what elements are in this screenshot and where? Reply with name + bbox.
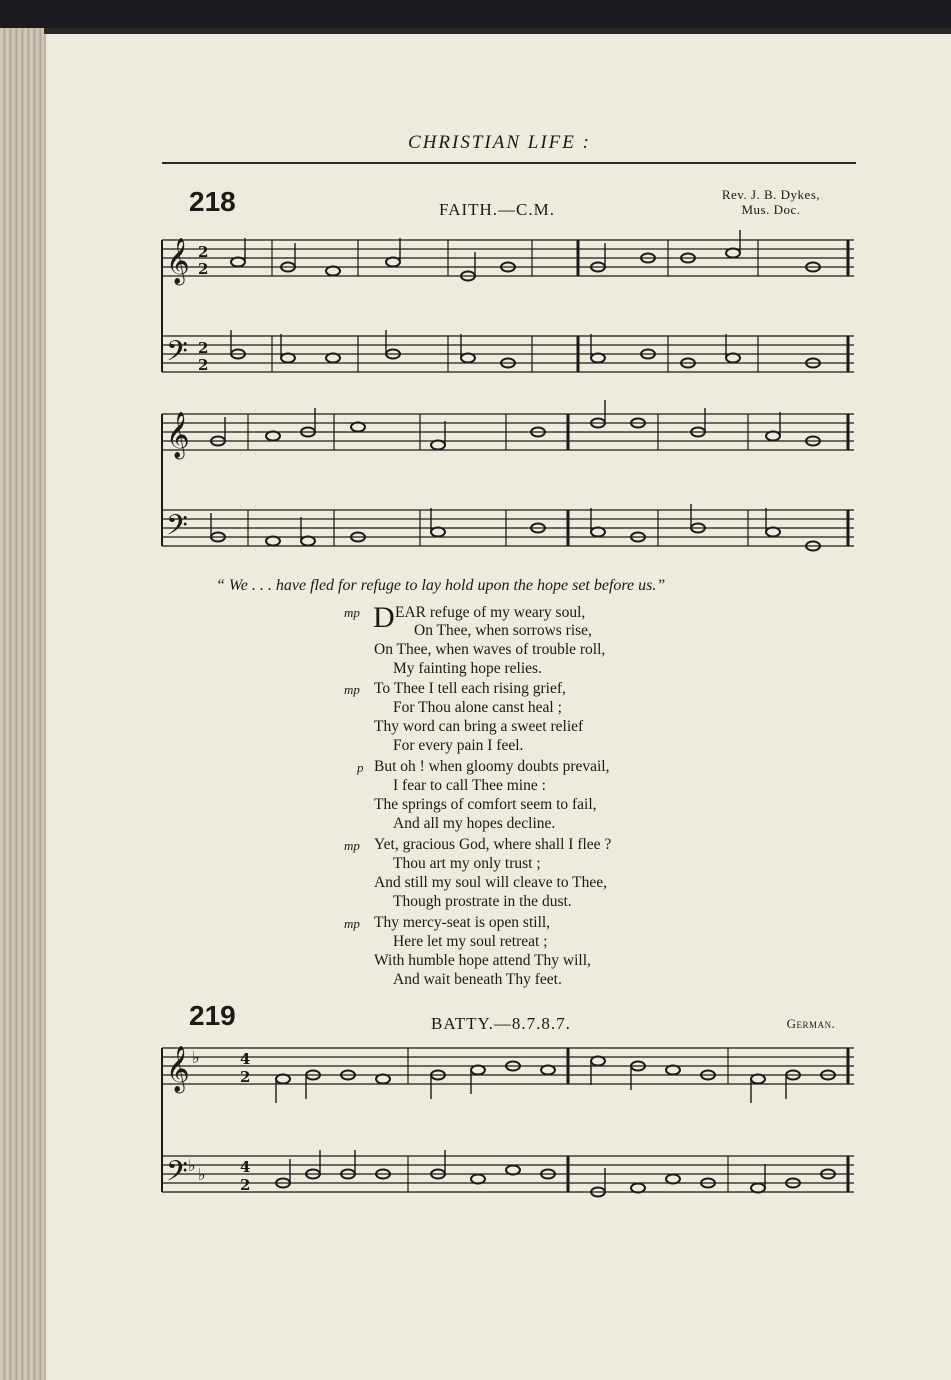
verse-line: And still my soul will cleave to Thee, — [374, 874, 608, 891]
running-head: CHRISTIAN LIFE : — [408, 132, 591, 153]
verse-line: I fear to call Thee mine : — [393, 777, 546, 794]
verse-line: On Thee, when waves of trouble roll, — [374, 641, 606, 658]
svg-text:2: 2 — [198, 356, 209, 374]
svg-text:♭: ♭ — [192, 1048, 200, 1067]
composer-219: German. — [786, 1016, 836, 1031]
svg-text:2: 2 — [240, 1176, 251, 1194]
drop-cap: D — [373, 601, 395, 634]
book-cover-edge — [0, 0, 951, 28]
verse-line: For Thou alone canst heal ; — [393, 699, 562, 716]
svg-text:4: 4 — [240, 1050, 251, 1068]
svg-text:𝄢: 𝄢 — [166, 1155, 188, 1195]
svg-text:𝄞: 𝄞 — [166, 1046, 190, 1092]
verse-line: For every pain I feel. — [393, 737, 524, 754]
svg-text:♭: ♭ — [188, 1156, 196, 1175]
tune-name-219: BATTY.—8.7.8.7. — [431, 1014, 571, 1033]
svg-text:2: 2 — [240, 1068, 251, 1086]
svg-text:𝄢: 𝄢 — [166, 509, 188, 549]
header-rule — [162, 162, 856, 164]
verse-line: On Thee, when sorrows rise, — [414, 622, 592, 639]
svg-text:2: 2 — [198, 260, 209, 278]
composer-line-2: Mus. Doc. — [741, 202, 801, 217]
svg-text:𝄞: 𝄞 — [166, 238, 190, 284]
verse-line: And wait beneath Thy feet. — [393, 971, 562, 988]
hymnal-page — [44, 34, 951, 1380]
verse-line: Thy word can bring a sweet relief — [374, 718, 584, 735]
music-system-218-2 — [158, 404, 858, 564]
music-system-218-1 — [158, 230, 858, 390]
hymn-number-218: 218 — [189, 186, 236, 217]
music-system-219 — [158, 1036, 858, 1206]
verse-line: Thou art my only trust ; — [393, 855, 541, 872]
verse-line: Yet, gracious God, where shall I flee ? — [374, 836, 612, 853]
page-stack-edge — [0, 28, 44, 1380]
svg-text:2: 2 — [198, 243, 209, 261]
dynamic-marking: mp — [344, 916, 360, 931]
svg-text:♭: ♭ — [198, 1165, 206, 1184]
svg-text:𝄞: 𝄞 — [166, 412, 190, 458]
verse-line: Thy mercy-seat is open still, — [374, 914, 551, 931]
dynamic-marking: mp — [344, 838, 360, 853]
composer-218 — [686, 187, 856, 217]
verse-line: Here let my soul retreat ; — [393, 933, 548, 950]
hymn-number-219: 219 — [189, 1000, 236, 1031]
verse-line: Though prostrate in the dust. — [393, 893, 572, 910]
verses-218 — [46, 602, 951, 1022]
svg-text:2: 2 — [198, 339, 209, 357]
verse-line: EAR refuge of my weary soul, — [395, 604, 586, 621]
dynamic-marking: mp — [344, 682, 360, 697]
epigraph: “ We . . . have fled for refuge to lay hold upon the hope set before us.” — [216, 577, 666, 594]
dynamic-marking: p — [357, 760, 364, 775]
verse-line: And all my hopes decline. — [393, 815, 556, 832]
verse-line: With humble hope attend Thy will, — [374, 952, 591, 969]
svg-text:𝄢: 𝄢 — [166, 335, 188, 375]
svg-text:4: 4 — [240, 1158, 251, 1176]
dynamic-marking: mp — [344, 605, 360, 620]
verse-line: The springs of comfort seem to fail, — [374, 796, 597, 813]
verse-line: But oh ! when gloomy doubts prevail, — [374, 758, 610, 775]
verse-line: To Thee I tell each rising grief, — [374, 680, 566, 697]
composer-line-1: Rev. J. B. Dykes, — [721, 187, 821, 202]
tune-name-218: FAITH.—C.M. — [439, 200, 555, 219]
verse-line: My fainting hope relies. — [393, 660, 542, 677]
